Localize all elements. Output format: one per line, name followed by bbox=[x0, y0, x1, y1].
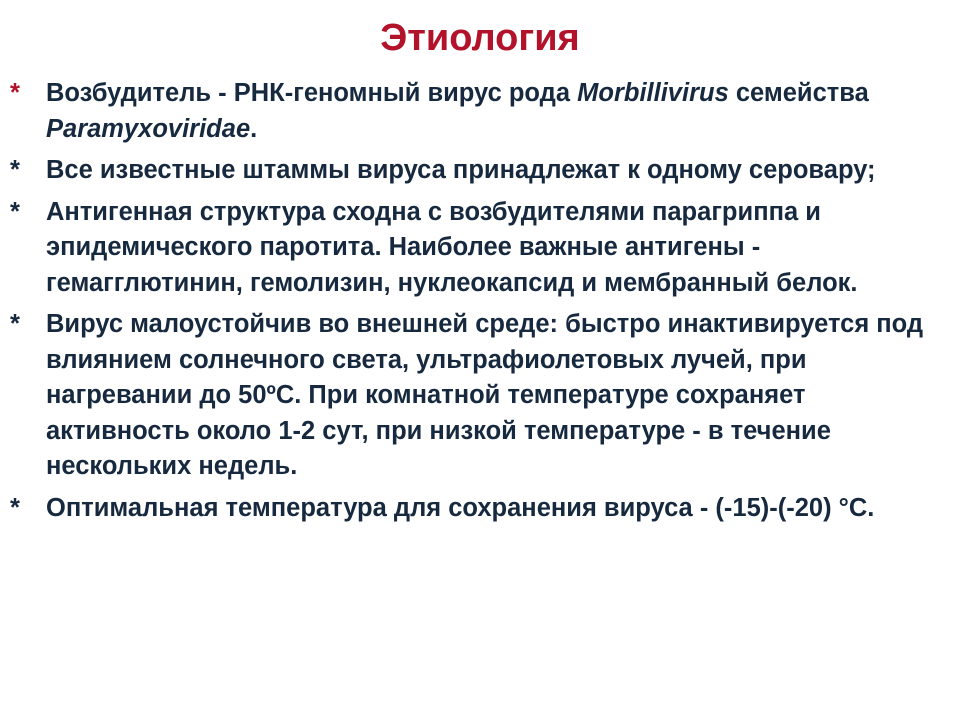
bullet-text-stability: Вирус малоустойчив во внешней среде: быстро инактивируется под влиянием солнечного света, ультрафиолетовых лучей, при нагревании до 50ºС. При комнатной температуре сохраняет активность около 1-2 сут, при низкой температуре - в течение нескольких недель. bbox=[46, 310, 924, 480]
bullet-marker: * bbox=[10, 493, 20, 522]
bullet-item-pathogen bbox=[10, 76, 945, 147]
bullet-item-stability bbox=[10, 307, 945, 485]
bullet-marker: * bbox=[10, 197, 20, 226]
bullet-item-storage bbox=[10, 491, 945, 527]
bullet-text-pathogen: Возбудитель - РНК-геномный вирус рода Morbillivirus семейства Paramyxoviridae. bbox=[46, 79, 869, 143]
bullet-item-serovar bbox=[10, 153, 945, 189]
bullet-text-serovar: Все известные штаммы вируса принадлежат к одному серовару; bbox=[46, 156, 876, 184]
slide-title: Этиология bbox=[380, 17, 580, 59]
bullet-list bbox=[10, 76, 945, 532]
genus-name: Morbillivirus bbox=[577, 79, 729, 107]
bullet-marker: * bbox=[10, 310, 20, 338]
bullet-marker: * bbox=[10, 156, 20, 184]
bullet-text-storage: Оптимальная температура для сохранения вируса - (-15)-(-20) °С. bbox=[46, 493, 875, 522]
bullet-marker: * bbox=[10, 79, 20, 107]
family-name: Paramyxoviridae bbox=[46, 114, 251, 143]
bullet-item-antigens bbox=[10, 195, 945, 302]
bullet-text-antigens: Антигенная структура сходна с возбудителями парагриппа и эпидемического паротита. Наиболее важные антигены - гемагглютинин, гемолизин, нуклеокапсид и мембранный белок. bbox=[46, 197, 858, 297]
